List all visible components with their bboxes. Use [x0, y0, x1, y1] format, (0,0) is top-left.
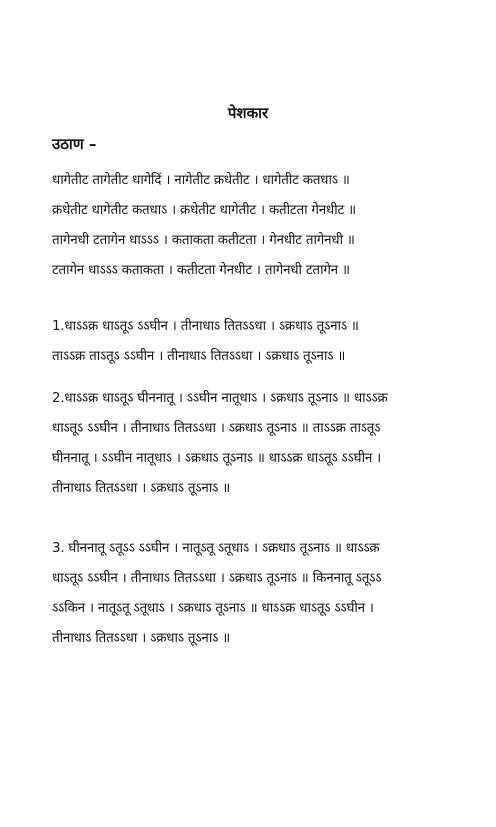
variation-line: ऽऽकिन । नातूऽतू ऽतूधाऽ । ऽक्रधाऽ तूऽनाऽ ॥ धाऽऽक्र धाऽतूऽ ऽऽघीन । — [52, 601, 374, 616]
intro-composition — [52, 166, 472, 286]
page-title: पेशकार — [227, 104, 269, 122]
variation-line: 1.धाऽऽक्र धाऽतूऽ ऽऽघीन । तीनाधाऽ तितऽऽधा । ऽक्रधाऽ तूऽनाऽ ॥ — [52, 319, 359, 334]
variation-1 — [52, 312, 472, 372]
variation-line: तीनाधाऽ तितऽऽधा । ऽक्रधाऽ तूऽनाऽ ॥ — [52, 481, 231, 496]
variation-line: तीनाधाऽ तितऽऽधा । ऽक्रधाऽ तूऽनाऽ ॥ — [52, 631, 231, 646]
variation-line: धाऽतूऽ ऽऽघीन । तीनाधाऽ तितऽऽधा । ऽक्रधाऽ तूऽनाऽ ॥ ताऽऽक्र ताऽतूऽ — [52, 421, 381, 436]
variation-line: 2.धाऽऽक्र धाऽतूऽ घीननातू । ऽऽघीन नातूधाऽ । ऽक्रधाऽ तूऽनाऽ ॥ धाऽऽक्र — [52, 391, 388, 406]
variation-line: ताऽऽक्र ताऽतूऽ ऽऽघीन । तीनाधाऽ तितऽऽधा । ऽक्रधाऽ तूऽनाऽ ॥ — [52, 349, 346, 364]
composition-line: क्रधेतीट धागेतीट कतधाऽ । क्रधेतीट धागेतीट । कतीटता गेनधीट ॥ — [52, 203, 356, 218]
variation-2 — [52, 384, 472, 504]
variation-line: 3. घीननातू ऽतूऽऽ ऽऽघीन । नातूऽतू ऽतूधाऽ । ऽक्रधाऽ तूऽनाऽ ॥ धाऽऽक्र — [52, 541, 380, 556]
composition-line: तागेनधी टतागेन धाऽऽऽ । कताकता कतीटता । गेनधीट तागेनधी ॥ — [52, 233, 355, 248]
variation-3 — [52, 534, 472, 654]
composition-line: टतागेन धाऽऽऽ कताकता । कतीटता गेनधीट । तागेनधी टतागेन ॥ — [52, 263, 350, 278]
variation-line: धाऽतूऽ ऽऽघीन । तीनाधाऽ तितऽऽधा । ऽक्रधाऽ तूऽनाऽ ॥ किननातू ऽतूऽऽ — [52, 571, 382, 586]
variation-line: घीननातू । ऽऽघीन नातूधाऽ । ऽक्रधाऽ तूऽनाऽ ॥ धाऽऽक्र धाऽतूऽ ऽऽघीन । — [52, 451, 382, 466]
section-heading: उठाण – — [52, 135, 97, 153]
composition-line: धागेतीट तागेतीट धागेदिं । नागेतीट क्रधेतीट । धागेतीट कतधाऽ ॥ — [52, 173, 350, 188]
